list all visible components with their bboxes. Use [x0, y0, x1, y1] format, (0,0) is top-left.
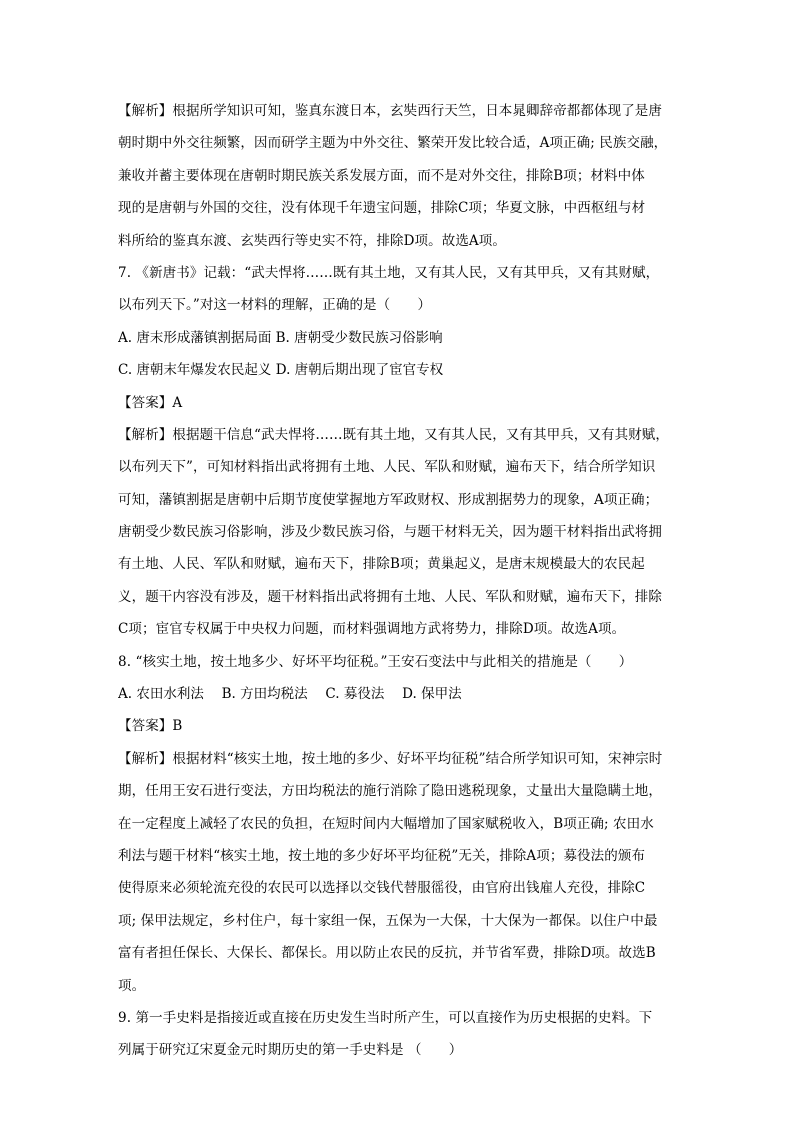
question-8-stem: 8. “核实土地，按土地多少、好坏平均征税。”王安石变法中与此相关的措施是（ ）: [118, 653, 633, 670]
question-8-analysis: 富有者担任保长、大保长、都保长。用以防止农民的反抗，并节省军费，排除D项。故选B: [118, 945, 656, 962]
question-7-answer: 【答案】A: [118, 394, 183, 411]
analysis-line: 朝时期中外交往频繁，因而研学主题为中外交往、繁荣开发比较合适，A项正确; 民族交融，: [118, 135, 668, 152]
question-7-options: A. 唐末形成藩镇割据局面 B. 唐朝受少数民族习俗影响: [118, 329, 443, 346]
question-8-analysis: 在一定程度上减轻了农民的负担，在短时间内大幅增加了国家赋税收入，B项正确; 农田水: [118, 815, 654, 832]
question-7-analysis: C项；宦官专权属于中央权力问题，而材料强调地方武将势力，排除D项。故选A项。: [118, 621, 626, 638]
question-7-analysis: 【解析】根据题干信息“武夫悍将……既有其土地，又有其人民，又有其甲兵，又有其财赋，: [118, 426, 670, 443]
analysis-line: 兼收并蓄主要体现在唐朝时期民族关系发展方面，而不是对外交往，排除B项；材料中体: [118, 167, 645, 184]
analysis-line: 料所给的鉴真东渡、玄奘西行等史实不符，排除D项。故选A项。: [118, 232, 506, 249]
question-7-analysis: 唐朝受少数民族习俗影响，涉及少数民族习俗，与题干材料无关，因为题干材料指出武将拥: [118, 524, 662, 541]
question-8-analysis: 【解析】根据材料“核实土地，按土地的多少、好坏平均征税”结合所学知识可知，宋神宗时: [118, 750, 663, 767]
question-7-stem: 7. 《新唐书》记载：“武夫悍将……既有其土地，又有其人民，又有其甲兵，又有其财赋，: [118, 264, 660, 281]
question-7-analysis: 以布列天下”，可知材料指出武将拥有土地、人民、军队和财赋，遍布天下，结合所学知识: [118, 459, 656, 476]
question-7-analysis: 可知，藩镇割据是唐朝中后期节度使掌握地方军政财权、形成割据势力的现象，A项正确；: [118, 491, 659, 508]
question-7-options: C. 唐朝末年爆发农民起义 D. 唐朝后期出现了宦官专权: [118, 362, 444, 379]
analysis-line: 【解析】根据所学知识可知，鉴真东渡日本，玄奘西行天竺，日本晁卿辞帝都都体现了是唐: [118, 103, 662, 119]
question-7-stem: 以布列天下。”对这一材料的理解，正确的是（ ）: [118, 297, 432, 314]
question-8-analysis: 使得原来必须轮流充役的农民可以选择以交钱代替服徭役，由官府出钱雇人充役，排除C: [118, 880, 646, 897]
analysis-line: 现的是唐朝与外国的交往，没有体现千年遗宝问题，排除C项；华夏文脉，中西枢纽与材: [118, 200, 646, 217]
page-content: [118, 95, 686, 1067]
question-7-analysis: 有土地、人民、军队和财赋，遍布天下，排除B项；黄巢起义，是唐末规模最大的农民起: [118, 556, 645, 573]
question-9-stem: 9. 第一手史料是指接近或直接在历史发生当时所产生，可以直接作为历史根据的史料。下: [118, 1009, 653, 1026]
question-8-analysis: 项。: [118, 977, 146, 994]
question-8-analysis: 期，任用王安石进行变法，方田均税法的施行消除了隐田逃税现象，丈量出大量隐瞒土地，: [118, 783, 662, 800]
question-7-analysis: 义，题干内容没有涉及，题干材料指出武将拥有土地、人民、军队和财赋，遍布天下，排除: [118, 588, 662, 605]
question-8-analysis: 项; 保甲法规定，乡村住户，每十家组一保，五保为一大保，十大保为一都保。以住户中最: [118, 912, 658, 929]
question-8-answer: 【答案】B: [118, 718, 183, 735]
question-8-analysis: 利法与题干材料“核实土地，按土地的多少好坏平均征税”无关，排除A项；募役法的颁布: [118, 847, 646, 864]
question-9-stem: 列属于研究辽宋夏金元时期历史的第一手史料是 （ ）: [118, 1042, 463, 1059]
question-8-options: A. 农田水利法 B. 方田均税法 C. 募役法 D. 保甲法: [118, 686, 462, 703]
